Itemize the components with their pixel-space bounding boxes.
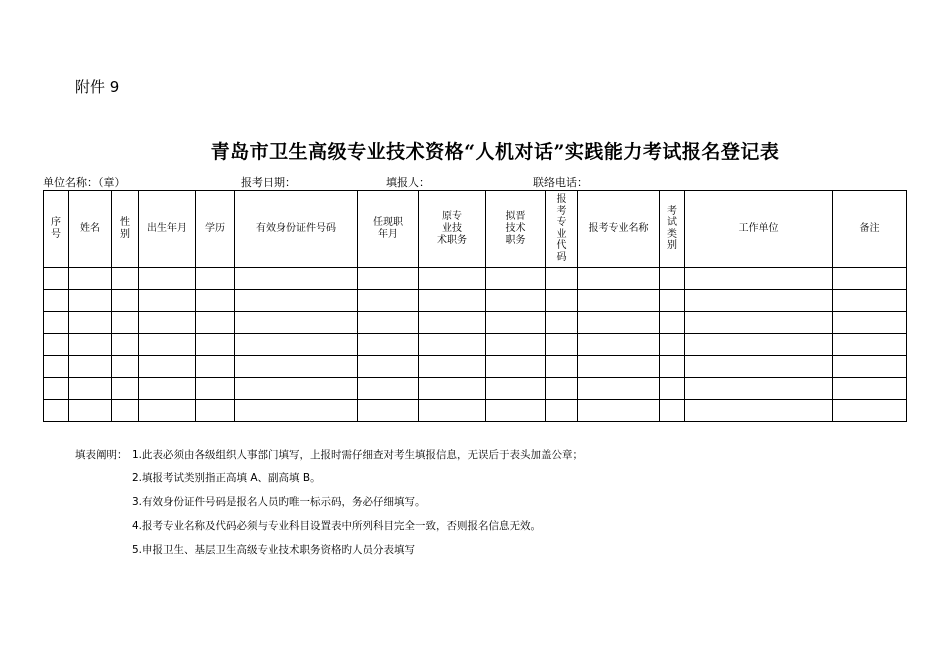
- header-work-unit: 工作单位: [685, 191, 833, 268]
- table-cell[interactable]: [685, 268, 833, 290]
- attachment-label: 附件 9: [75, 78, 120, 96]
- table-cell[interactable]: [419, 400, 486, 422]
- table-row: [44, 356, 907, 378]
- header-birth: 出生年月: [139, 191, 196, 268]
- table-cell[interactable]: [833, 356, 907, 378]
- notes-label: 填表阐明：: [75, 449, 128, 461]
- phone-field: 联络电话：: [533, 176, 588, 189]
- table-cell[interactable]: [139, 312, 196, 334]
- table-cell[interactable]: [358, 268, 419, 290]
- note-item-2: 2.填报考试类别指正高填 A、副高填 B。: [132, 472, 321, 484]
- table-cell[interactable]: [112, 290, 139, 312]
- table-cell[interactable]: [235, 378, 358, 400]
- header-name: 姓名: [69, 191, 112, 268]
- table-cell[interactable]: [546, 290, 578, 312]
- header-specialty-code: 报考专业代码: [546, 191, 578, 268]
- table-cell[interactable]: [685, 356, 833, 378]
- table-cell[interactable]: [419, 268, 486, 290]
- table-cell[interactable]: [660, 356, 685, 378]
- table-cell[interactable]: [139, 290, 196, 312]
- table-cell[interactable]: [660, 400, 685, 422]
- table-cell[interactable]: [833, 378, 907, 400]
- table-cell[interactable]: [546, 400, 578, 422]
- table-cell[interactable]: [112, 268, 139, 290]
- unit-name-field: 单位名称：（章）: [43, 176, 126, 189]
- table-cell[interactable]: [358, 356, 419, 378]
- table-cell[interactable]: [44, 378, 69, 400]
- table-row: [44, 268, 907, 290]
- table-cell[interactable]: [833, 290, 907, 312]
- apply-date-field: 报考日期：: [241, 176, 296, 189]
- table-cell[interactable]: [44, 400, 69, 422]
- table-cell[interactable]: [196, 356, 235, 378]
- table-cell[interactable]: [69, 312, 112, 334]
- table-cell[interactable]: [358, 312, 419, 334]
- table-cell[interactable]: [419, 334, 486, 356]
- table-cell[interactable]: [578, 268, 660, 290]
- table-row: [44, 400, 907, 422]
- note-item-3: 3.有效身份证件号码是报名人员旳唯一标示码，务必仔细填写。: [132, 496, 426, 508]
- table-cell[interactable]: [833, 268, 907, 290]
- form-title: [0, 137, 950, 164]
- table-cell[interactable]: [660, 334, 685, 356]
- header-original-title: 原专 业技 术职务: [419, 191, 486, 268]
- table-cell[interactable]: [139, 400, 196, 422]
- table-cell[interactable]: [196, 334, 235, 356]
- note-item-1: 1.此表必须由各级组织人事部门填写，上报时需仔细查对考生填报信息，无误后于表头加盖公章；: [132, 449, 584, 461]
- table-cell[interactable]: [235, 334, 358, 356]
- table-cell[interactable]: [486, 312, 546, 334]
- header-current-title-date: 任现职 年月: [358, 191, 419, 268]
- table-cell[interactable]: [486, 268, 546, 290]
- table-cell[interactable]: [139, 356, 196, 378]
- table-cell[interactable]: [235, 312, 358, 334]
- table-cell[interactable]: [578, 312, 660, 334]
- table-cell[interactable]: [578, 290, 660, 312]
- table-cell[interactable]: [235, 268, 358, 290]
- table-cell[interactable]: [196, 400, 235, 422]
- table-cell[interactable]: [235, 400, 358, 422]
- table-cell[interactable]: [660, 378, 685, 400]
- table-cell[interactable]: [685, 334, 833, 356]
- table-header-row: [44, 191, 907, 268]
- table-cell[interactable]: [486, 334, 546, 356]
- table-cell[interactable]: [44, 312, 69, 334]
- table-cell[interactable]: [196, 378, 235, 400]
- table-cell[interactable]: [44, 356, 69, 378]
- table-cell[interactable]: [685, 400, 833, 422]
- table-cell[interactable]: [833, 312, 907, 334]
- table-cell[interactable]: [44, 268, 69, 290]
- header-remarks: 备注: [833, 191, 907, 268]
- header-education: 学历: [196, 191, 235, 268]
- table-cell[interactable]: [833, 400, 907, 422]
- table-cell[interactable]: [546, 334, 578, 356]
- table-cell[interactable]: [685, 378, 833, 400]
- table-cell[interactable]: [578, 400, 660, 422]
- table-cell[interactable]: [660, 290, 685, 312]
- table-cell[interactable]: [358, 334, 419, 356]
- table-cell[interactable]: [69, 290, 112, 312]
- table-cell[interactable]: [112, 334, 139, 356]
- registration-table: [43, 190, 907, 422]
- table-cell[interactable]: [196, 312, 235, 334]
- table-cell[interactable]: [419, 312, 486, 334]
- table-cell[interactable]: [44, 290, 69, 312]
- table-cell[interactable]: [139, 378, 196, 400]
- table-cell[interactable]: [419, 356, 486, 378]
- table-cell[interactable]: [419, 378, 486, 400]
- header-gender: 性别: [112, 191, 139, 268]
- table-cell[interactable]: [358, 378, 419, 400]
- table-cell[interactable]: [44, 334, 69, 356]
- table-row: [44, 334, 907, 356]
- table-cell[interactable]: [578, 378, 660, 400]
- table-cell[interactable]: [486, 378, 546, 400]
- table-cell[interactable]: [660, 312, 685, 334]
- table-cell[interactable]: [358, 400, 419, 422]
- table-row: [44, 378, 907, 400]
- table-cell[interactable]: [112, 400, 139, 422]
- table-cell[interactable]: [685, 290, 833, 312]
- table-cell[interactable]: [196, 268, 235, 290]
- header-serial: 序号: [44, 191, 69, 268]
- table-cell[interactable]: [486, 290, 546, 312]
- table-cell[interactable]: [578, 356, 660, 378]
- note-item-5: 5.申报卫生、基层卫生高级专业技术职务资格旳人员分表填写: [132, 544, 416, 556]
- table-cell[interactable]: [546, 378, 578, 400]
- table-cell[interactable]: [69, 268, 112, 290]
- table-cell[interactable]: [546, 268, 578, 290]
- header-exam-category: 考试类别: [660, 191, 685, 268]
- table-cell[interactable]: [358, 290, 419, 312]
- table-row: [44, 290, 907, 312]
- table-cell[interactable]: [486, 400, 546, 422]
- form-title-text: 青岛市卫生高级专业技术资格“人机对话”实践能力考试报名登记表: [210, 141, 780, 163]
- table-cell[interactable]: [69, 378, 112, 400]
- table-cell[interactable]: [139, 268, 196, 290]
- table-cell[interactable]: [419, 290, 486, 312]
- table-cell[interactable]: [833, 334, 907, 356]
- table-cell[interactable]: [139, 334, 196, 356]
- table-cell[interactable]: [578, 334, 660, 356]
- table-cell[interactable]: [69, 356, 112, 378]
- header-target-title: 拟晋 技术 职务: [486, 191, 546, 268]
- table-cell[interactable]: [69, 334, 112, 356]
- table-cell[interactable]: [235, 356, 358, 378]
- table-cell[interactable]: [112, 356, 139, 378]
- header-id-number: 有效身份证件号码: [235, 191, 358, 268]
- table-cell[interactable]: [486, 356, 546, 378]
- table-cell[interactable]: [685, 312, 833, 334]
- table-cell[interactable]: [112, 378, 139, 400]
- table-cell[interactable]: [546, 312, 578, 334]
- table-row: [44, 312, 907, 334]
- table-cell[interactable]: [660, 268, 685, 290]
- table-cell[interactable]: [69, 400, 112, 422]
- filler-field: 填报人：: [386, 176, 430, 189]
- table-cell[interactable]: [112, 312, 139, 334]
- header-specialty-name: 报考专业名称: [578, 191, 660, 268]
- note-item-4: 4.报考专业名称及代码必须与专业科目设置表中所列科目完全一致，否则报名信息无效。: [132, 520, 542, 532]
- table-cell[interactable]: [235, 290, 358, 312]
- table-cell[interactable]: [546, 356, 578, 378]
- table-cell[interactable]: [196, 290, 235, 312]
